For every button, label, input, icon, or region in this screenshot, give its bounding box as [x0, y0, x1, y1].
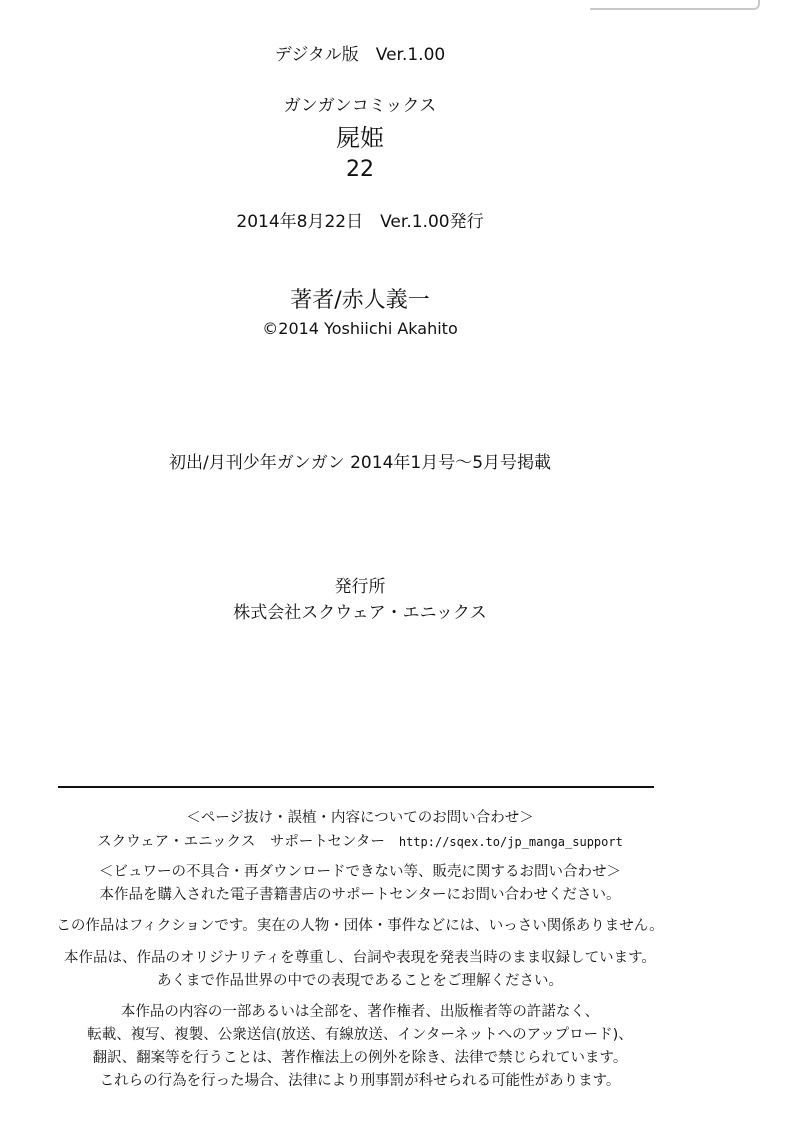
originality-notice-line: 本作品は、作品のオリジナリティを尊重し、台詞や表現を発表当時のまま収録しています。: [64, 950, 656, 966]
viewer-inquiry-text: 本作品を購入された電子書籍書店のサポートセンターにお問い合わせください。: [99, 887, 621, 903]
support-contact-line: [0, 830, 720, 851]
volume-number: 22: [346, 157, 374, 182]
originality-notice-line: あくまで作品世界の中での表現であることをご理解ください。: [157, 973, 563, 989]
support-center-name: スクウェア・エニックス サポートセンター: [97, 834, 385, 850]
divider-rule: [58, 786, 654, 788]
inquiry-heading: ＜ページ抜け・誤植・内容についてのお問い合わせ＞: [186, 810, 534, 826]
edition-version: デジタル版 Ver.1.00: [274, 45, 446, 65]
book-title: 屍姫: [336, 124, 384, 152]
publish-date: 2014年8月22日 Ver.1.00発行: [236, 212, 484, 232]
comics-label: ガンガンコミックス: [283, 96, 437, 116]
author-line: 著者/赤人義一: [290, 288, 430, 313]
legal-notice-line: 翻訳、翻案等を行うことは、著作権法上の例外を除き、法律で禁じられています。: [92, 1050, 628, 1066]
copyright-line: ©2014 Yoshiichi Akahito: [262, 319, 458, 338]
legal-notice-line: 転載、複写、複製、公衆送信(放送、有線放送、インターネットへのアップロード)、: [87, 1027, 633, 1043]
first-published-line: 初出/月刊少年ガンガン 2014年1月号〜5月号掲載: [168, 453, 552, 473]
support-url-link[interactable]: http://sqex.to/jp_manga_support: [398, 835, 623, 849]
legal-notice-line: 本作品の内容の一部あるいは全部を、著作権者、出版権者等の許諾なく、: [120, 1004, 600, 1020]
fiction-notice: この作品はフィクションです。実在の人物・団体・事件などには、いっさい関係ありません。: [56, 918, 664, 934]
publisher-heading: 発行所: [334, 577, 386, 597]
publisher-name: 株式会社スクウェア・エニックス: [233, 603, 487, 623]
viewer-inquiry-heading: ＜ビュワーの不具合・再ダウンロードできない等、販売に関するお問い合わせ＞: [99, 864, 621, 880]
top-corner-frame: [590, 0, 760, 10]
legal-notice-line: これらの行為を行った場合、法律により刑事罰が科せられる可能性があります。: [99, 1073, 621, 1089]
